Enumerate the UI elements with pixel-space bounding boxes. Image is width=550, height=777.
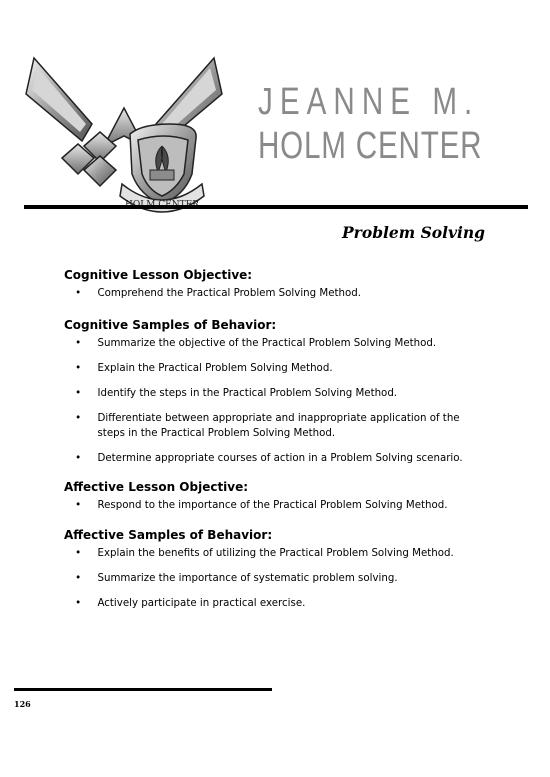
list-item: • Summarize the importance of systematic problem solving. <box>64 570 488 585</box>
section-heading: Affective Lesson Objective: <box>64 480 249 494</box>
bullet-list <box>64 335 504 465</box>
center-name-line1: JEANNE M. <box>258 81 480 123</box>
section-heading: Cognitive Samples of Behavior: <box>64 318 277 332</box>
cognitive-samples-section <box>64 317 504 465</box>
center-name-line2: HOLM CENTER <box>258 125 483 167</box>
section-heading: Cognitive Lesson Objective: <box>64 268 253 282</box>
bullet-list <box>64 285 504 300</box>
page-title: Problem Solving <box>342 223 485 242</box>
page-number: 126 <box>14 699 31 709</box>
list-item: • Comprehend the Practical Problem Solving Method. <box>64 285 488 300</box>
list-item: • Actively participate in practical exercise. <box>64 595 488 610</box>
list-item: • Explain the Practical Problem Solving Method. <box>64 360 488 375</box>
bullet-list <box>64 545 504 610</box>
bullet-list <box>64 497 504 512</box>
list-item: • Differentiate between appropriate and inappropriate application of the steps in the Practical Problem Solving Method. <box>64 410 488 440</box>
section-heading: Affective Samples of Behavior: <box>64 528 273 542</box>
cognitive-lesson-objective-section <box>64 267 504 300</box>
list-item: • Identify the steps in the Practical Problem Solving Method. <box>64 385 488 400</box>
footer-divider <box>14 688 272 691</box>
center-name <box>258 80 482 168</box>
air-force-holm-center-logo <box>24 46 224 216</box>
list-item: • Determine appropriate courses of action in a Problem Solving scenario. <box>64 450 488 465</box>
holm-center-seal-icon <box>120 124 204 212</box>
affective-lesson-objective-section <box>64 479 504 512</box>
list-item: • Summarize the objective of the Practical Problem Solving Method. <box>64 335 488 350</box>
affective-samples-section <box>64 527 504 610</box>
list-item: • Respond to the importance of the Practical Problem Solving Method. <box>64 497 488 512</box>
header-divider <box>24 205 528 209</box>
list-item: • Explain the benefits of utilizing the Practical Problem Solving Method. <box>64 545 488 560</box>
